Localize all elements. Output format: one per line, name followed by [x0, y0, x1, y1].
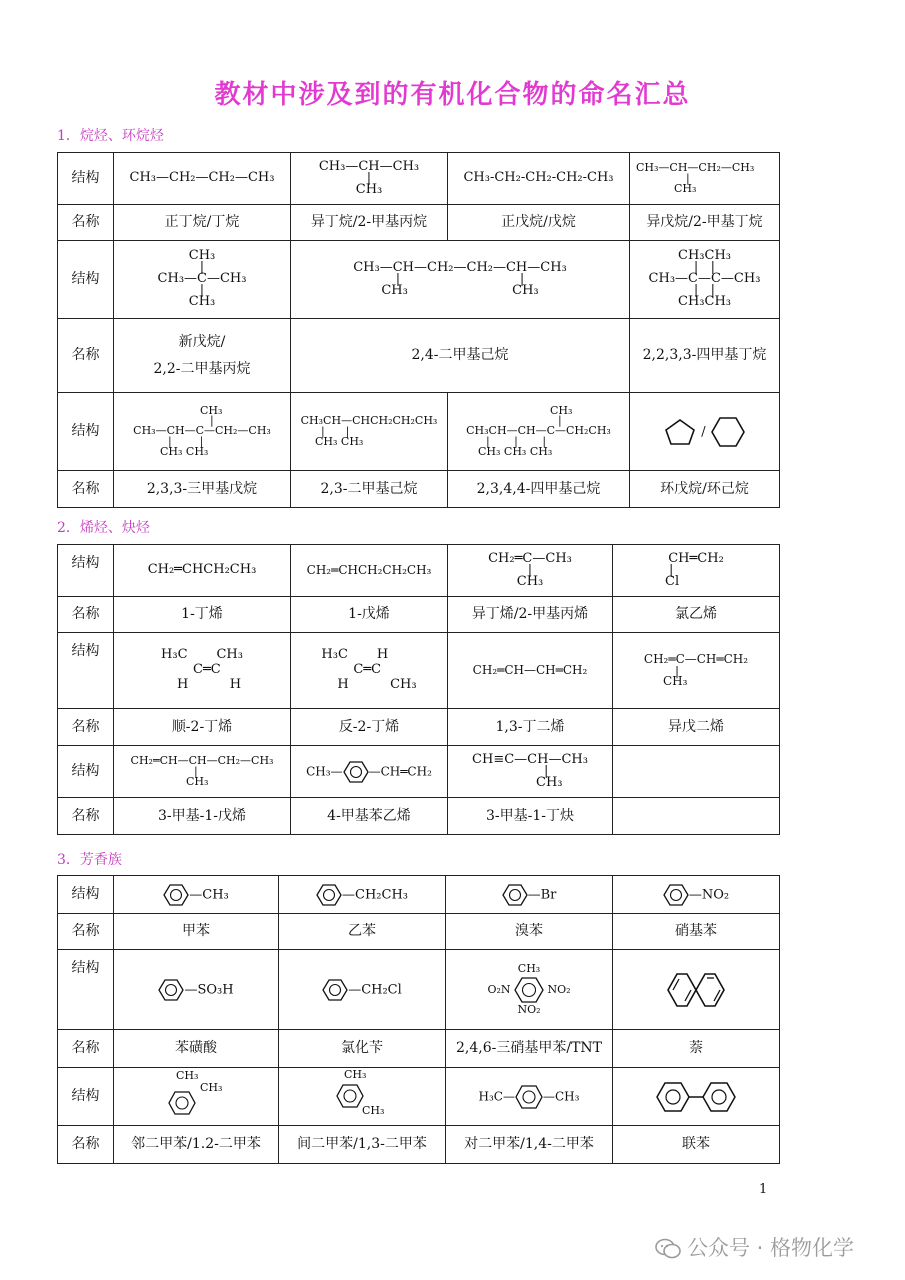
watermark-text: 公众号 · 格物化学: [687, 1236, 855, 1260]
structure-naphthalene: [613, 950, 780, 1030]
formula-bottom: CH₃ CH₃: [315, 434, 364, 448]
structure-butane: CH₃—CH₂—CH₂—CH₃: [114, 153, 291, 205]
formula-branch: CH₃: [516, 573, 544, 589]
name-3-methyl-1-butyne: 3-甲基-1-丁炔: [448, 798, 613, 835]
formula-main: CH₂═C—CH₃: [488, 550, 572, 566]
substituent: —CH₃: [189, 887, 229, 902]
structure-vinyl-chloride: CH═CH₂ | Cl: [613, 545, 780, 597]
formula-main: CH₃—CH—CH₃: [318, 158, 420, 174]
structure-neopentane: CH₃ | CH₃—C—CH₃ | CH₃: [114, 241, 291, 319]
name-toluene: 甲苯: [114, 914, 279, 950]
substituent: CH₃: [390, 676, 417, 692]
row-label-name: 名称: [58, 205, 114, 241]
formula-top: CH₃: [200, 403, 223, 417]
substituent: —SO₃H: [184, 982, 234, 997]
row-label-name: 名称: [58, 1126, 114, 1164]
formula-top: CH₃: [188, 248, 216, 264]
name-isobutene: 异丁烯/2-甲基丙烯: [448, 597, 613, 633]
formula-branch: CH₃: [186, 774, 209, 788]
structure-cis-2-butene: [114, 633, 291, 709]
structure-benzenesulfonic-acid: [114, 950, 279, 1030]
row-label-name: 名称: [58, 798, 114, 835]
name-4-methylstyrene: 4-甲基苯乙烯: [291, 798, 448, 835]
alkane-table: [57, 152, 780, 508]
substituent-right: NO₂: [547, 982, 571, 996]
substituent: —CH₂CH₃: [342, 887, 408, 902]
name-ethylbenzene: 乙苯: [279, 914, 446, 950]
name-benzyl-chloride: 氯化苄: [279, 1030, 446, 1068]
row-label-name: 名称: [58, 471, 114, 508]
formula-main: CH₃—C—C—CH₃: [648, 271, 761, 287]
name-biphenyl: 联苯: [613, 1126, 780, 1164]
name-neopentane: [114, 319, 291, 393]
name-line-2: 2,2-二甲基丙烷: [153, 360, 251, 377]
benzene-ring-icon: [502, 883, 528, 907]
formula-branch: CH₃: [536, 774, 563, 790]
benzene-ring-icon: [336, 1083, 364, 1109]
section-heading-alkanes: 1．烷烃、环烷烃: [57, 128, 164, 144]
name-vinyl-chloride: 氯乙烯: [613, 597, 780, 633]
formula-bottom: CH₃ CH₃: [160, 444, 209, 458]
row-label-name: 名称: [58, 319, 114, 393]
structure-tetramethylhexane: CH₃ | CH₃CH—CH—C—CH₂CH₃ | | | CH₃ CH₃ CH₃: [448, 393, 630, 471]
name-nitrobenzene: 硝基苯: [613, 914, 780, 950]
substituent: H: [337, 676, 349, 692]
formula-main: CH₃—CH—CH₂—CH₃: [636, 160, 755, 174]
formula-main: CH₃—CH—C—CH₂—CH₃: [133, 424, 271, 438]
name-cycloalkanes: 环戊烷/环己烷: [630, 471, 780, 508]
name-trimethylpentane: 2,3,3-三甲基戊烷: [114, 471, 291, 508]
row-label-structure: 结构: [58, 241, 114, 319]
row-label-name: 名称: [58, 914, 114, 950]
substituent: CH₃: [176, 1068, 199, 1082]
name-1-butene: 1-丁烯: [114, 597, 291, 633]
structure-bromobenzene: [446, 876, 613, 914]
formula-top: CH₃: [550, 403, 573, 417]
benzene-ring-icon: [343, 760, 369, 784]
formula-branch: CH₃: [512, 282, 539, 298]
formula-left: CH₃—: [306, 764, 343, 778]
benzene-ring-icon: [322, 978, 348, 1002]
name-benzenesulfonic-acid: 苯磺酸: [114, 1030, 279, 1068]
naphthalene-icon: [667, 972, 725, 1008]
substituent: CH₃: [200, 1080, 223, 1094]
separator: /: [701, 424, 706, 439]
formula-main: CH≡C—CH—CH₃: [472, 751, 588, 767]
structure-isopentane: CH₃—CH—CH₂—CH₃ | CH₃: [630, 153, 780, 205]
row-label-structure: 结构: [58, 746, 114, 798]
structure-o-xylene: [114, 1068, 279, 1126]
name-2-4-dimethylhexane: 2,4-二甲基己烷: [291, 319, 630, 393]
substituent: CH₃: [362, 1103, 385, 1117]
double-bond: C═C: [193, 662, 221, 678]
structure-tetramethylbutane: CH₃CH₃ | | CH₃—C—C—CH₃ | | CH₃CH₃: [630, 241, 780, 319]
structure-1-3-butadiene: CH₂═CH—CH═CH₂: [448, 633, 613, 709]
structure-1-pentene: CH₂═CHCH₂CH₂CH₃: [291, 545, 448, 597]
formula-main: CH₂═CH—CH—CH₂—CH₃: [130, 753, 274, 767]
substituent: —CH₂Cl: [348, 982, 402, 997]
substituent: CH₃: [344, 1067, 367, 1081]
structure-pentane: CH₃-CH₂-CH₂-CH₂-CH₃: [448, 153, 630, 205]
formula-main: CH₃—C—CH₃: [157, 271, 247, 287]
name-trans-2-butene: 反-2-丁烯: [291, 709, 448, 746]
section-heading-alkenes: 2．烯烃、炔烃: [57, 520, 150, 536]
formula-main: CH₂═C—CH═CH₂: [643, 651, 749, 666]
substituent: —NO₂: [688, 887, 730, 902]
double-bond: C═C: [353, 662, 382, 678]
structure-1-butene: CH₂═CHCH₂CH₃: [114, 545, 291, 597]
formula-branch: Cl: [665, 573, 680, 589]
row-label-structure: 结构: [58, 633, 114, 709]
row-label-structure: 结构: [58, 153, 114, 205]
section-heading-aromatics: 3．芳香族: [57, 852, 122, 868]
wechat-icon: [655, 1238, 681, 1260]
name-m-xylene: 间二甲苯/1,3-二甲苯: [279, 1126, 446, 1164]
name-naphthalene: 萘: [613, 1030, 780, 1068]
formula-top: CH₃CH₃: [678, 248, 731, 264]
name-o-xylene: 邻二甲苯/1.2-二甲苯: [114, 1126, 279, 1164]
structure-cycloalkanes: [630, 393, 780, 471]
watermark: [655, 1232, 854, 1262]
name-butane: 正丁烷/丁烷: [114, 205, 291, 241]
name-1-3-butadiene: 1,3-丁二烯: [448, 709, 613, 746]
formula-branch: CH₃: [663, 673, 688, 688]
structure-3-methyl-1-butyne: CH≡C—CH—CH₃ | CH₃: [448, 746, 613, 798]
biphenyl-icon: [656, 1081, 736, 1113]
name-isoprene: 异戊二烯: [613, 709, 780, 746]
structure-trans-2-butene: [291, 633, 448, 709]
name-tnt: 2,4,6-三硝基甲苯/TNT: [446, 1030, 613, 1068]
structure-ethylbenzene: [279, 876, 446, 914]
name-p-xylene: 对二甲苯/1,4-二甲苯: [446, 1126, 613, 1164]
structure-trimethylpentane: CH₃ | CH₃—CH—C—CH₂—CH₃ | | CH₃ CH₃: [114, 393, 291, 471]
row-label-structure: 结构: [58, 876, 114, 914]
benzene-ring-icon: [515, 1084, 543, 1110]
substituent-left: O₂N: [487, 982, 511, 996]
formula-bottom: CH₃CH₃: [678, 293, 731, 309]
name-tetramethylhexane: 2,3,4,4-四甲基己烷: [448, 471, 630, 508]
substituent-left: H₃C—: [478, 1089, 515, 1103]
formula-branch: CH₃: [355, 181, 383, 197]
structure-2-4-dimethylhexane: CH₃—CH—CH₂—CH₂—CH—CH₃ | | CH₃ CH₃: [291, 241, 630, 319]
formula-right: —CH═CH₂: [368, 764, 432, 778]
name-3-methyl-1-pentene: 3-甲基-1-戊烯: [114, 798, 291, 835]
name-1-pentene: 1-戊烯: [291, 597, 448, 633]
name-isobutane: 异丁烷/2-甲基丙烷: [291, 205, 448, 241]
name-dimethylhexane: 2,3-二甲基己烷: [291, 471, 448, 508]
structure-isobutene: CH₂═C—CH₃ | CH₃: [448, 545, 613, 597]
structure-benzyl-chloride: [279, 950, 446, 1030]
substituent: H: [229, 676, 242, 692]
row-label-structure: 结构: [58, 1068, 114, 1126]
benzene-ring-icon: [316, 883, 342, 907]
name-bromobenzene: 溴苯: [446, 914, 613, 950]
formula-bottom: CH₃: [188, 293, 216, 309]
benzene-ring-icon: [663, 883, 689, 907]
structure-toluene: [114, 876, 279, 914]
structure-3-methyl-1-pentene: CH₂═CH—CH—CH₂—CH₃ | CH₃: [114, 746, 291, 798]
row-label-name: 名称: [58, 597, 114, 633]
formula-branch: CH₃: [381, 282, 408, 298]
name-pentane: 正戊烷/戊烷: [448, 205, 630, 241]
benzene-ring-icon: [158, 978, 184, 1002]
structure-dimethylhexane: CH₃CH—CHCH₂CH₂CH₃ | | CH₃ CH₃: [291, 393, 448, 471]
formula-bottom: CH₃ CH₃ CH₃: [478, 444, 553, 458]
empty-cell: [613, 798, 780, 835]
structure-nitrobenzene: [613, 876, 780, 914]
substituent-right: —CH₃: [543, 1089, 580, 1103]
structure-4-methylstyrene: [291, 746, 448, 798]
row-label-name: 名称: [58, 1030, 114, 1068]
row-label-structure: 结构: [58, 545, 114, 597]
row-label-structure: 结构: [58, 950, 114, 1030]
page-number: 1: [759, 1182, 768, 1197]
name-tetramethylbutane: 2,2,3,3-四甲基丁烷: [630, 319, 780, 393]
formula-branch: CH₃: [674, 181, 697, 195]
substituent: H₃C: [321, 647, 348, 663]
formula-main: CH₃—CH—CH₂—CH₂—CH—CH₃: [353, 259, 567, 275]
name-isopentane: 异戊烷/2-甲基丁烷: [630, 205, 780, 241]
formula-main: CH₃CH—CH—C—CH₂CH₃: [466, 424, 611, 438]
benzene-ring-icon: [163, 883, 189, 907]
benzene-ring-icon: [168, 1090, 196, 1116]
substituent: —Br: [527, 887, 557, 902]
substituent: H: [376, 647, 389, 663]
name-line-1: 新戊烷/: [178, 334, 226, 351]
formula-main: CH═CH₂: [668, 550, 724, 566]
formula-top: CH₃: [517, 961, 541, 975]
cyclopentane-icon: [663, 417, 697, 447]
formula-bottom: NO₂: [517, 1002, 541, 1016]
substituent: H: [177, 676, 189, 692]
structure-isoprene: CH₂═C—CH═CH₂ | CH₃: [613, 633, 780, 709]
empty-cell: [613, 746, 780, 798]
alkene-table: [57, 544, 780, 835]
structure-tnt: [446, 950, 613, 1030]
substituent: H₃C: [161, 647, 188, 663]
row-label-structure: 结构: [58, 393, 114, 471]
formula-main: CH₃CH—CHCH₂CH₂CH₃: [300, 413, 438, 427]
structure-p-xylene: [446, 1068, 613, 1126]
substituent: CH₃: [216, 647, 243, 663]
cyclohexane-icon: [710, 416, 746, 448]
benzene-ring-icon: [514, 976, 544, 1004]
aromatic-table: [57, 875, 780, 1164]
row-label-name: 名称: [58, 709, 114, 746]
structure-isobutane: CH₃—CH—CH₃ | CH₃: [291, 153, 448, 205]
name-cis-2-butene: 顺-2-丁烯: [114, 709, 291, 746]
structure-m-xylene: [279, 1068, 446, 1126]
page-title: 教材中涉及到的有机化合物的命名汇总: [214, 80, 691, 110]
structure-biphenyl: [613, 1068, 780, 1126]
